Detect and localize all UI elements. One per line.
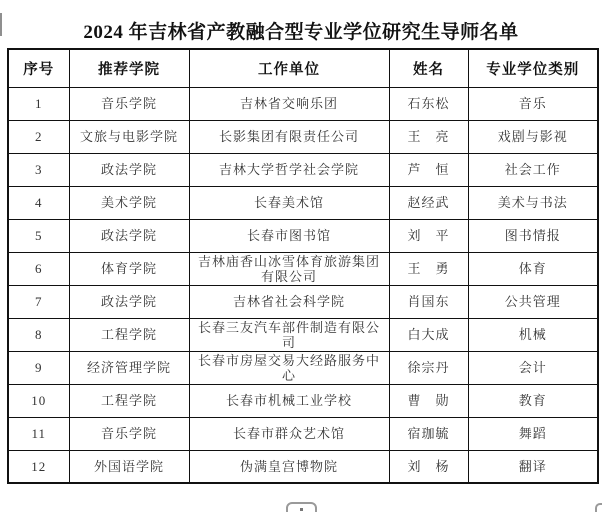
- cell-category: 美术与书法: [468, 186, 598, 219]
- table-row: [8, 153, 598, 186]
- cell-category: 教育: [468, 384, 598, 417]
- header-college: 推荐学院: [69, 49, 189, 87]
- cell-unit: 长春市图书馆: [189, 219, 389, 252]
- cell-college: 音乐学院: [69, 417, 189, 450]
- header-category: 专业学位类别: [468, 49, 598, 87]
- cell-unit: 长春三友汽车部件制造有限公司: [189, 318, 389, 351]
- header-unit: 工作单位: [189, 49, 389, 87]
- table-row: [8, 120, 598, 153]
- cell-college: 外国语学院: [69, 450, 189, 483]
- cell-category: 体育: [468, 252, 598, 285]
- cell-college: 美术学院: [69, 186, 189, 219]
- cell-no: 8: [8, 318, 69, 351]
- table-body: [8, 87, 598, 483]
- page-title: 2024 年吉林省产教融合型专业学位研究生导师名单: [83, 22, 519, 43]
- table-row: [8, 186, 598, 219]
- cell-category: 公共管理: [468, 285, 598, 318]
- cell-unit: 伪满皇宫博物院: [189, 450, 389, 483]
- cell-no: 9: [8, 351, 69, 384]
- cell-college: 经济管理学院: [69, 351, 189, 384]
- table-row: [8, 318, 598, 351]
- cell-unit: 长春美术馆: [189, 186, 389, 219]
- cell-category: 翻译: [468, 450, 598, 483]
- bottom-right-partial-button[interactable]: [595, 503, 602, 512]
- supervisor-roster-table: [7, 48, 599, 484]
- cell-no: 2: [8, 120, 69, 153]
- header-row: [8, 49, 598, 87]
- cell-college: 体育学院: [69, 252, 189, 285]
- cell-unit: 长春市机械工业学校: [189, 384, 389, 417]
- cell-unit: 长春市群众艺术馆: [189, 417, 389, 450]
- table-row: [8, 351, 598, 384]
- cell-college: 音乐学院: [69, 87, 189, 120]
- table-row: [8, 384, 598, 417]
- cell-name: 芦 恒: [389, 153, 468, 186]
- cell-college: 政法学院: [69, 219, 189, 252]
- cell-category: 社会工作: [468, 153, 598, 186]
- cell-category: 音乐: [468, 87, 598, 120]
- cell-unit: 吉林省交响乐团: [189, 87, 389, 120]
- cell-unit: 吉林省社会科学院: [189, 285, 389, 318]
- cell-name: 石东松: [389, 87, 468, 120]
- cell-no: 12: [8, 450, 69, 483]
- cell-no: 5: [8, 219, 69, 252]
- table-row: [8, 285, 598, 318]
- cell-unit: 吉林大学哲学社会学院: [189, 153, 389, 186]
- cell-category: 会计: [468, 351, 598, 384]
- table-row: [8, 417, 598, 450]
- cell-college: 工程学院: [69, 384, 189, 417]
- cell-unit: 吉林庙香山冰雪体育旅游集团有限公司: [189, 252, 389, 285]
- header-no: 序号: [8, 49, 69, 87]
- cell-college: 政法学院: [69, 153, 189, 186]
- cell-no: 4: [8, 186, 69, 219]
- cell-name: 刘 平: [389, 219, 468, 252]
- table-row: [8, 219, 598, 252]
- cell-category: 图书情报: [468, 219, 598, 252]
- cell-college: 工程学院: [69, 318, 189, 351]
- cell-name: 宿珈毓: [389, 417, 468, 450]
- cell-category: 机械: [468, 318, 598, 351]
- cell-name: 赵经武: [389, 186, 468, 219]
- cell-no: 3: [8, 153, 69, 186]
- page-control-button[interactable]: [286, 502, 317, 512]
- table-header: [8, 49, 598, 87]
- cell-no: 10: [8, 384, 69, 417]
- cell-college: 政法学院: [69, 285, 189, 318]
- cell-category: 戏剧与影视: [468, 120, 598, 153]
- cell-category: 舞蹈: [468, 417, 598, 450]
- cell-name: 曹 勋: [389, 384, 468, 417]
- cell-no: 7: [8, 285, 69, 318]
- page-control-dot-icon: [300, 508, 303, 511]
- cell-name: 刘 杨: [389, 450, 468, 483]
- cell-name: 肖国东: [389, 285, 468, 318]
- table-row: [8, 450, 598, 483]
- table-row: [8, 252, 598, 285]
- cell-name: 王 亮: [389, 120, 468, 153]
- cell-unit: 长春市房屋交易大经路服务中心: [189, 351, 389, 384]
- cell-no: 1: [8, 87, 69, 120]
- cell-name: 白大成: [389, 318, 468, 351]
- header-name: 姓名: [389, 49, 468, 87]
- cell-no: 6: [8, 252, 69, 285]
- cell-name: 王 勇: [389, 252, 468, 285]
- cell-no: 11: [8, 417, 69, 450]
- cell-name: 徐宗丹: [389, 351, 468, 384]
- cell-college: 文旅与电影学院: [69, 120, 189, 153]
- table-row: [8, 87, 598, 120]
- cell-unit: 长影集团有限责任公司: [189, 120, 389, 153]
